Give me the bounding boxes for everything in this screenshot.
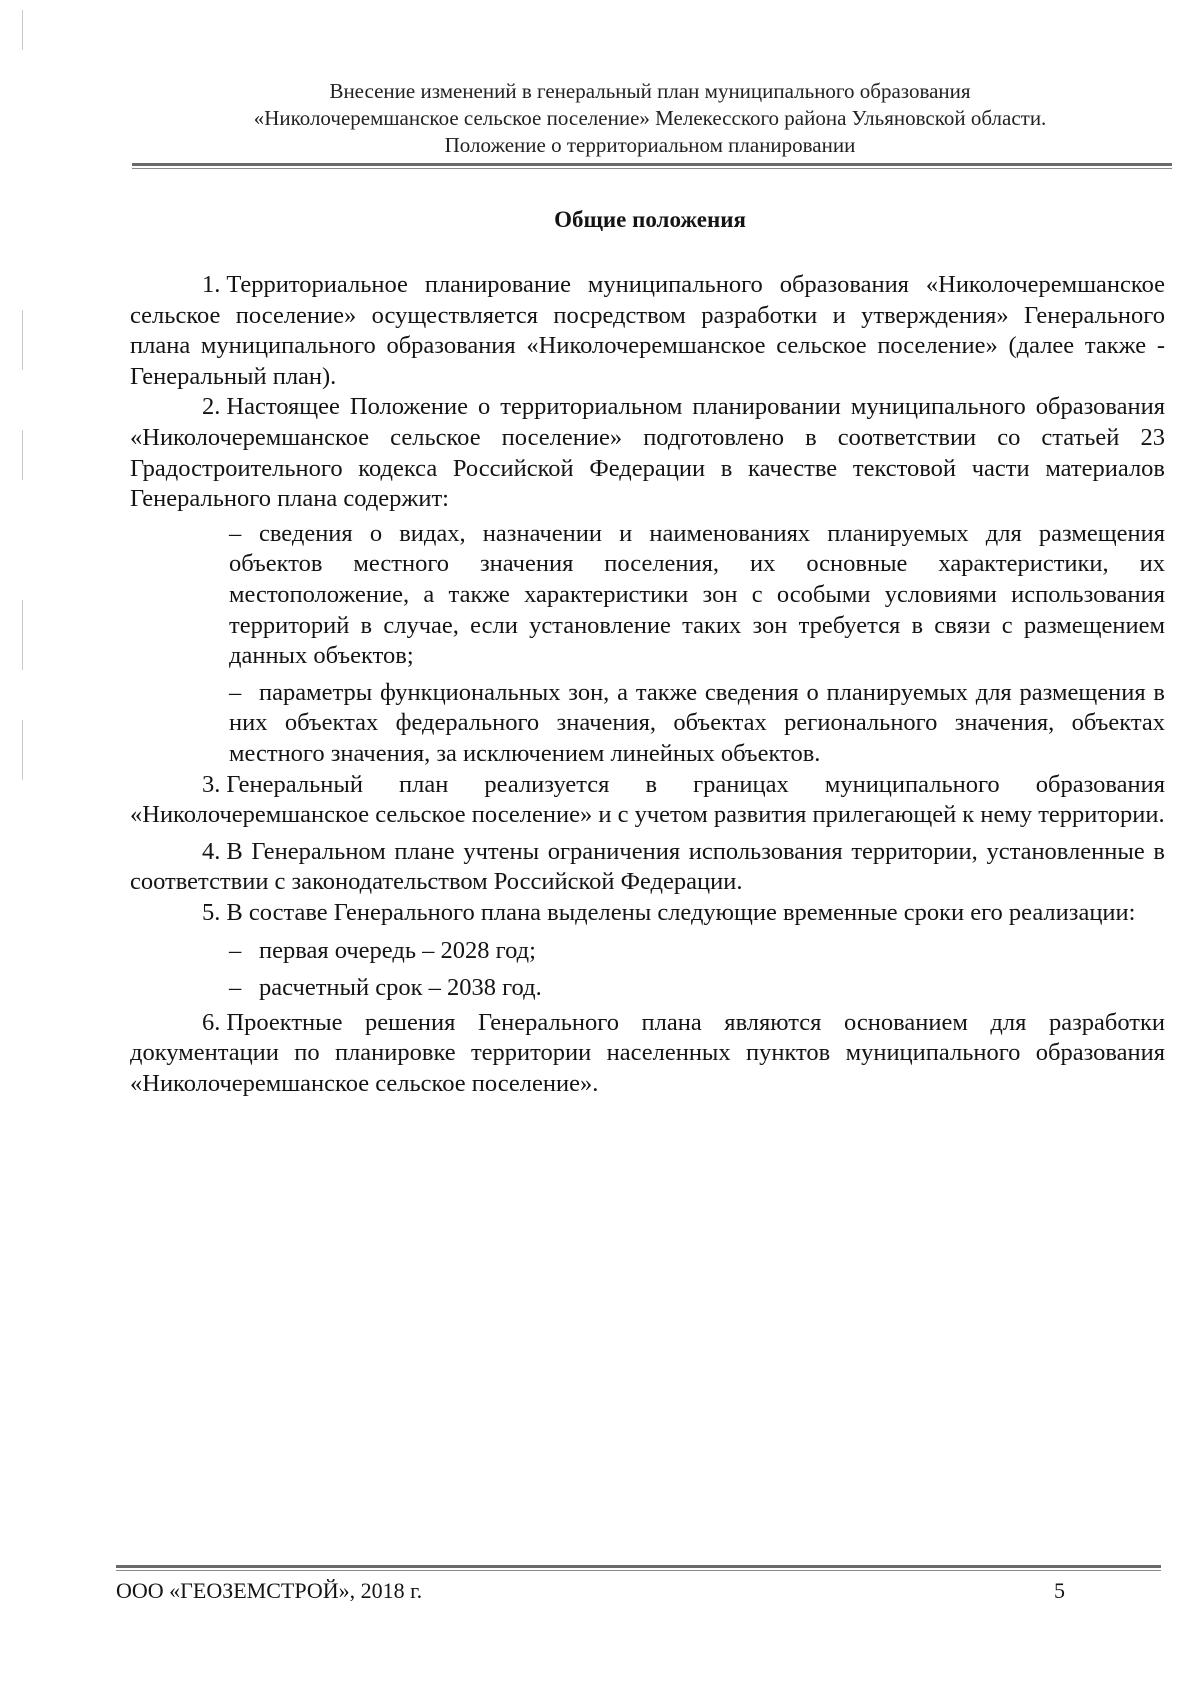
list-item-text: расчетный срок – 2038 год. bbox=[259, 974, 542, 1002]
list-item-text: первая очередь – 2028 год; bbox=[259, 937, 536, 965]
header-line-3: Положение о территориальном планировании bbox=[444, 133, 856, 157]
paragraph-6 bbox=[130, 1008, 1165, 1100]
paragraph-number: 4. bbox=[202, 837, 221, 865]
scan-artifact bbox=[22, 310, 23, 370]
dash-marker: – bbox=[229, 519, 242, 547]
paragraph-4 bbox=[130, 837, 1165, 898]
paragraph-2 bbox=[130, 392, 1165, 514]
paragraph-text: Генеральный план реализуется в границах муниципального образования «Николочеремшанское сельское поселение» и с учетом развития прилегающей к нему территории. bbox=[130, 770, 1165, 829]
header-line-1: Внесение изменений в генеральный план муниципального образования bbox=[329, 79, 971, 103]
list-item-text: параметры функциональных зон, а также сведения о планируемых для размещения в них объектах федерального значения, объектах регионального значения, объектах местного значения, за исключением линейных объектов. bbox=[229, 678, 1165, 767]
scan-artifact bbox=[22, 720, 23, 780]
scan-artifact bbox=[22, 430, 23, 480]
dash-marker: – bbox=[229, 678, 242, 706]
paragraph-5 bbox=[130, 898, 1165, 929]
paragraph-text: Территориальное планирование муниципального образования «Николочеремшанское сельское поселение» осуществляется посредством разработки и утверждения» Генерального плана муниципального образования «Николочеремшанское сельское поселение» (далее также - Генеральный план). bbox=[130, 271, 1165, 390]
header-rule-thin bbox=[132, 168, 1172, 169]
list-item bbox=[229, 678, 1165, 770]
header-rule bbox=[132, 163, 1172, 166]
list-item-text: сведения о видах, назначении и наименованиях планируемых для размещения объектов местного значения поселения, их основные характеристики, их местоположение, а также характеристики зон с особыми условиями использования территорий в случае, если установление таких зон требуется в связи с размещением данных объектов; bbox=[229, 519, 1165, 670]
paragraph-text: В составе Генерального плана выделены следующие временные сроки его реализации: bbox=[226, 898, 1136, 926]
page-number: 5 bbox=[1054, 1578, 1065, 1603]
dash-marker: – bbox=[229, 974, 242, 1002]
section-title: Общие положения bbox=[554, 207, 746, 232]
dash-marker: – bbox=[229, 937, 242, 965]
running-header bbox=[130, 78, 1170, 159]
list-item bbox=[229, 936, 1165, 967]
paragraph-1 bbox=[130, 270, 1165, 392]
paragraph-number: 1. bbox=[202, 271, 221, 298]
paragraph-number: 5. bbox=[202, 898, 221, 926]
list-item bbox=[229, 519, 1165, 672]
paragraph-text: Проектные решения Генерального плана являются основанием для разработки документации по планировке территории населенных пунктов муниципального образования «Николочеремшанское сельское поселение». bbox=[130, 1008, 1165, 1097]
footer-rule bbox=[116, 1565, 1161, 1568]
paragraph-3 bbox=[130, 770, 1165, 831]
list-item bbox=[229, 973, 1165, 1004]
footer-rule-thin bbox=[116, 1570, 1161, 1571]
paragraph-number: 2. bbox=[202, 393, 221, 421]
header-line-2: «Николочеремшанское сельское поселение» Мелекесского района Ульяновской области. bbox=[253, 106, 1047, 130]
footer-company: ООО «ГЕОЗЕМСТРОЙ», 2018 г. bbox=[116, 1578, 423, 1603]
document-body bbox=[130, 270, 1165, 1099]
scan-artifact bbox=[22, 600, 23, 670]
paragraph-text: В Генеральном плане учтены ограничения использования территории, установленные в соответствии с законодательством Российской Федерации. bbox=[130, 837, 1165, 896]
paragraph-number: 3. bbox=[202, 770, 221, 798]
paragraph-number: 6. bbox=[202, 1008, 221, 1036]
paragraph-text: Настоящее Положение о территориальном планировании муниципального образования «Николочеремшанское сельское поселение» подготовлено в соответствии со статьей 23 Градостроительного кодекса Российской Федерации в качестве текстовой части материалов Генерального плана содержит: bbox=[130, 393, 1165, 513]
scan-artifact bbox=[22, 10, 23, 50]
